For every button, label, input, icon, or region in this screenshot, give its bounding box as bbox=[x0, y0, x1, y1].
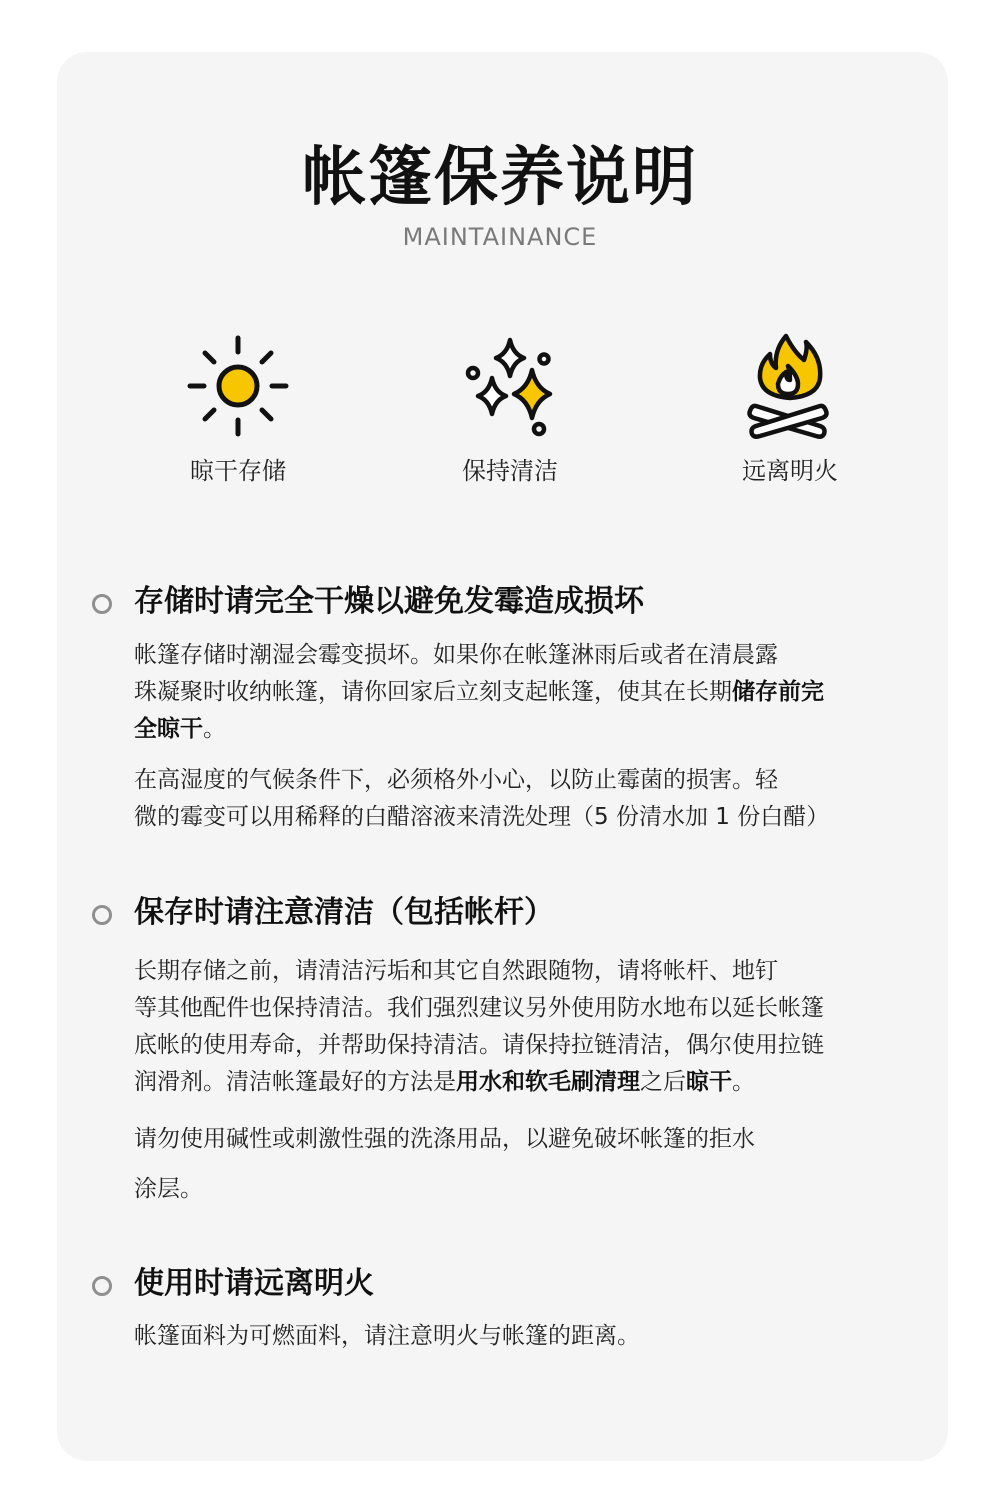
feature-label-dry-storage: 晾干存储 bbox=[190, 457, 286, 485]
feature-label-away-fire: 远离明火 bbox=[742, 457, 838, 485]
bullet-circle-icon bbox=[92, 905, 112, 925]
section-dry-storage-paragraph-1: 帐篷存储时潮湿会霉变损坏。如果你在帐篷淋雨后或者在清晨露 珠凝聚时收纳帐篷，请你回家后立刻支起帐篷，使其在长期储存前完 全晾干。 bbox=[134, 642, 824, 742]
sun-icon bbox=[178, 326, 298, 446]
feature-label-keep-clean: 保持清洁 bbox=[462, 457, 558, 485]
page-subtitle: MAINTAINANCE bbox=[402, 223, 598, 251]
section-away-fire-paragraph-1: 帐篷面料为可燃面料，请注意明火与帐篷的距离。 bbox=[134, 1323, 640, 1349]
bullet-circle-icon bbox=[92, 1276, 112, 1296]
emphasis-text: 晾干 bbox=[686, 1069, 732, 1095]
section-keep-clean-paragraph-1: 长期存储之前，请清洁污垢和其它自然跟随物，请将帐杆、地钉 等其他配件也保持清洁。我们强烈建议另外使用防水地布以延长帐篷 底帐的使用寿命，并帮助保持清洁。请保持拉链清洁，偶尔使用拉链 润滑剂。清洁帐篷最好的方法是用水和软毛刷清理之后晾干。 bbox=[134, 958, 824, 1095]
section-title-away-fire: 使用时请远离明火 bbox=[134, 1266, 374, 1301]
section-title-keep-clean: 保存时请注意清洁（包括帐杆） bbox=[134, 895, 554, 930]
section-keep-clean-paragraph-2: 请勿使用碱性或刺激性强的洗涤用品，以避免破坏帐篷的拒水 涂层。 bbox=[134, 1126, 755, 1202]
page-title: 帐篷保养说明 bbox=[302, 141, 698, 215]
emphasis-text: 全晾干 bbox=[134, 716, 203, 742]
content-card bbox=[57, 52, 948, 1461]
emphasis-text: 用水和软毛刷清理 bbox=[456, 1069, 640, 1095]
section-title-dry-storage: 存储时请完全干燥以避免发霉造成损坏 bbox=[134, 584, 644, 619]
sparkle-icon bbox=[450, 326, 570, 446]
bullet-circle-icon bbox=[92, 594, 112, 614]
emphasis-text: 储存前完 bbox=[732, 679, 824, 705]
campfire-icon bbox=[728, 326, 848, 446]
section-dry-storage-paragraph-2: 在高湿度的气候条件下，必须格外小心，以防止霉菌的损害。轻 微的霉变可以用稀释的白醋溶液来清洗处理（5 份清水加 1 份白醋） bbox=[134, 767, 830, 830]
